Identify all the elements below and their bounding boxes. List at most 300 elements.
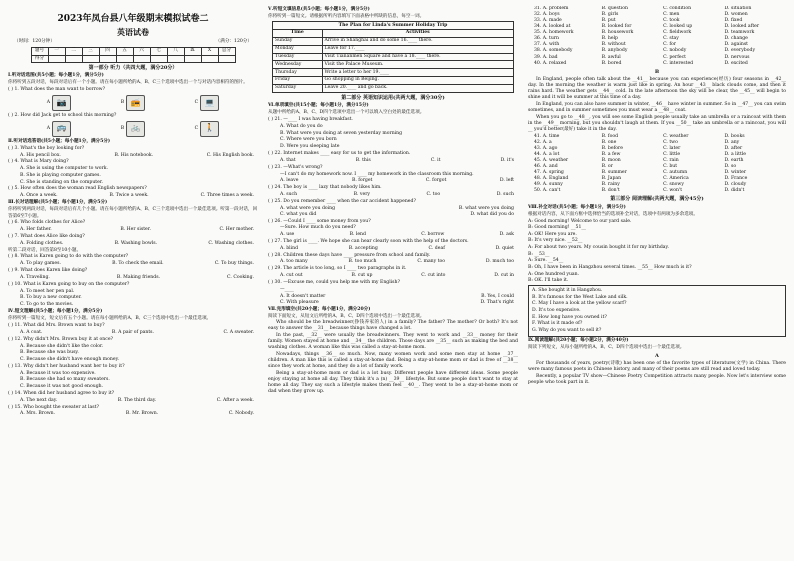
column-right — [528, 6, 786, 555]
cloze-b-heading: B — [654, 68, 660, 75]
cloze-option[interactable]: B. put — [601, 18, 616, 24]
q28-c[interactable]: C. many too — [417, 259, 446, 265]
score-header-cell: 七 — [150, 48, 167, 55]
q1-option-c[interactable]: C 💻 — [195, 95, 220, 111]
dialogue-line: B: OK. I'll take it. — [528, 278, 569, 284]
passage-b-option[interactable]: B. or — [601, 163, 613, 169]
passage-b-option[interactable]: D. winter — [724, 169, 747, 175]
passage-b-option[interactable]: D. a little — [724, 151, 746, 157]
q2-option-c[interactable]: C 🚶 — [195, 121, 220, 137]
question-21: ( ) 21. —____ I was having breakfast. — [268, 117, 353, 123]
passage-b-option[interactable]: 46. A. and — [534, 163, 558, 169]
dialogue-choice[interactable]: C. May I have a look at the yellow scarf? — [532, 301, 627, 307]
reading-a-heading: A — [655, 352, 659, 359]
section5-note: 你将听到一篇短文。请根据所听内容填写下面表格中所缺的信息，每空一词。 — [268, 14, 425, 20]
plan-activity: Visit Tiananmen Square and have a 18.____ there. — [322, 53, 513, 61]
q9-c[interactable]: C. Cooking. — [227, 275, 254, 281]
plan-day: Tuesday — [273, 53, 323, 61]
question-13: ( ) 13. Why didn't her husband want her to buy it? — [8, 363, 125, 369]
question-30: ( ) 30. —Excuse me, could you help me with my English? — [268, 280, 400, 286]
cloze-option[interactable]: B. question — [601, 6, 628, 11]
plan-day: Thursday — [273, 69, 323, 77]
question-14: ( ) 14. When did her husband agree to buy it? — [8, 390, 115, 396]
question-11: ( ) 11. What did Mrs. Brown want to buy? — [8, 323, 105, 329]
column-middle — [268, 6, 518, 555]
cloze-option[interactable]: D. excited — [724, 60, 748, 66]
question-15: ( ) 15. Who bought the sweater at last? — [8, 404, 99, 410]
passage-b-option[interactable]: 45. A. weather — [534, 157, 569, 163]
cloze-option[interactable]: D. nervous — [724, 54, 750, 60]
q14-b[interactable]: B. The third day. — [117, 397, 157, 403]
passage-b-option[interactable]: B. a few — [601, 151, 621, 157]
passage-b-option[interactable]: D. didn't — [724, 188, 745, 194]
plan-day: Sunday — [273, 37, 323, 45]
exam-title: 2023年凤台县八年级期末模拟试卷二 — [57, 14, 209, 24]
dialogue-line: B: Good morning! __51__ — [528, 225, 586, 231]
plan-day: Monday — [273, 45, 323, 53]
walking-icon: 🚶 — [200, 121, 219, 137]
passage-b-option[interactable]: B. summer — [601, 169, 627, 175]
section3-heading: Ⅲ.长对话理解(共5小题；每小题1分，满分5分) — [8, 200, 108, 206]
plan-activity: Write a letter to her 19.____ — [322, 69, 513, 77]
q30-a[interactable]: A. It doesn't matter — [280, 293, 326, 299]
dialogue-choice[interactable]: B. It's famous for the West Lake and silk. — [532, 294, 628, 300]
passage-b-option[interactable]: 43. A. ago — [534, 145, 558, 151]
cloze-paragraph-3: Nowadays, things __36__ so much. Now, many women work and some men stay at home __37__ children. A man like this is called a stay-at-home dad. Being a stay-at-home mom or dad is free of __38__ since they work at home, and they do a lot of family work. — [268, 351, 518, 370]
passage-b-option[interactable]: B. before — [601, 145, 623, 151]
passage-b-option[interactable]: 44. A. a lot — [534, 151, 560, 157]
q11-a[interactable]: A. A coat. — [20, 329, 43, 335]
question-23: ( ) 23. —What's wrong? — [268, 164, 323, 170]
q9-a[interactable]: A. Traveling. — [20, 275, 50, 281]
dialogue-choice[interactable]: G. Why do you want to sell it? — [532, 328, 602, 333]
q24-b[interactable]: B. very — [353, 191, 371, 197]
q9-options — [8, 275, 258, 281]
q21-a[interactable]: A. What do you do — [280, 124, 323, 130]
q30-c[interactable]: C. With pleasure — [280, 299, 319, 305]
q26-a[interactable]: A. use — [280, 232, 295, 238]
q30-d[interactable]: D. That's right — [480, 299, 514, 305]
q14-options — [8, 398, 258, 404]
q5-c[interactable]: C. Three times a week. — [200, 193, 254, 199]
q13-a[interactable]: A. Because it was too expensive. — [20, 370, 96, 376]
cloze-option[interactable]: 32. A. boys — [534, 12, 560, 18]
q24-a[interactable]: A. such — [280, 191, 298, 197]
q26-c[interactable]: C. borrow — [421, 232, 445, 238]
cloze-option[interactable]: D. fixed — [724, 18, 743, 24]
plan-day: Wednesday — [273, 61, 323, 69]
passage-b-option[interactable]: C. weather — [663, 133, 689, 139]
dialogue-choice[interactable]: E. How long have you owned it? — [532, 314, 607, 320]
q12-b[interactable]: B. Because she was busy. — [20, 350, 79, 356]
dialogue-line: A: Sure. __54__ — [528, 258, 564, 264]
section3b-note: 听第二段对话，回答第8至10小题。 — [8, 247, 82, 253]
cloze-option[interactable]: 33. A. made — [534, 18, 562, 24]
cloze-option[interactable]: C. fieldwork — [663, 30, 692, 36]
passage-b-option[interactable]: D. France — [724, 176, 748, 181]
q7-b[interactable]: B. Washing bowls. — [114, 240, 158, 246]
question-27: ( ) 27. The girl is ____. We hope she can hear clearly soon with the help of the doctors. — [268, 238, 469, 244]
plan-activity: Leave for 17.____ — [322, 45, 513, 53]
question-4: ( ) 4. What is Mary doing? — [8, 159, 69, 165]
cloze-option[interactable]: C. condition — [663, 6, 692, 11]
dialogue-line: B: Oh, I have been in Hangzhou several times. __55__ How much is it? — [528, 265, 692, 271]
passage-b-option[interactable]: 41. A. time — [534, 133, 560, 139]
passage-b-option[interactable]: C. rain — [663, 157, 679, 163]
q9-b[interactable]: B. Making friends. — [116, 275, 161, 281]
q4-b[interactable]: B. She is playing computer games. — [20, 172, 101, 178]
section7-heading: Ⅶ.完形填空(共20小题；每小题1分，满分20分) — [268, 306, 371, 312]
q10-a[interactable]: A. To meet her pen pal. — [20, 288, 75, 294]
q7-a[interactable]: A. Folding clothes. — [20, 240, 64, 246]
score-header-cell: 题号 — [31, 48, 48, 55]
passage-b-option[interactable]: C. won't — [663, 188, 683, 194]
exam-full-score: （满分：120分） — [215, 39, 252, 45]
cloze-option[interactable]: C. for — [663, 42, 676, 48]
q8-options — [8, 261, 258, 267]
score-value-row — [31, 55, 235, 62]
q14-a[interactable]: A. The next day. — [20, 397, 58, 403]
cloze-option[interactable]: C. nobody — [663, 48, 687, 54]
q11-c[interactable]: C. A sweater. — [223, 329, 254, 335]
cloze-option[interactable]: 31. A. problem — [534, 6, 569, 11]
section9-heading: Ⅸ.阅读理解(共20小题；每小题2分，满分40分) — [528, 337, 629, 343]
q25-options-cd — [268, 212, 518, 218]
q22-b[interactable]: B. this — [355, 157, 371, 163]
q10-b[interactable]: B. To buy a new computer. — [20, 295, 82, 301]
q29-d[interactable]: D. cut in — [494, 273, 514, 279]
q3-c[interactable]: C. His English book. — [206, 152, 254, 158]
q7-options — [8, 241, 258, 247]
q27-a[interactable]: A. blind — [280, 245, 299, 251]
score-header-cell: Ⅸ — [184, 48, 201, 55]
q14-c[interactable]: C. After a week. — [216, 397, 254, 403]
section2-heading: Ⅱ.听对话选答语(共5小题；每小题1分，满分5分) — [8, 138, 111, 144]
cloze-option[interactable]: 39. A. bad — [534, 54, 558, 60]
q26-b[interactable]: B. lend — [349, 232, 366, 238]
passage-b-option[interactable]: C. but — [663, 163, 678, 169]
q29-a[interactable]: A. cut out — [280, 273, 303, 279]
cloze-option[interactable]: B. girls — [601, 12, 619, 18]
q13-b[interactable]: B. Because she had so many sweaters. — [20, 377, 110, 383]
question-25: ( ) 25. Do you remember ____ when the car accident happened? — [268, 198, 416, 204]
passage-b-option[interactable]: 50. A. can't — [534, 188, 561, 194]
score-header-cell: Ⅹ — [201, 48, 218, 55]
score-header-cell: 二 — [65, 48, 82, 55]
question-23-b: —I can't do my homework now. I ____ my homework in the classroom this morning. — [280, 171, 474, 177]
score-header-cell: 一 — [48, 48, 65, 55]
cloze-option[interactable]: B. looked for — [601, 24, 632, 30]
q27-c[interactable]: C. deaf — [428, 245, 445, 251]
part2-heading: 第二部分 英语知识运用(共两大题，满分30分) — [341, 94, 445, 101]
question-24: ( ) 24. The boy is ____ lazy that nobody likes him. — [268, 185, 382, 191]
passage-b-paragraph-3: When you go to __48__, you will see some English people usually take an umbrella or a raincoat with them in the __49__ morning, but you shouldn't laugh at them. If you __50__ take an umbrella or a raincoat, you will __ you'd better(最好) take it in the day. — [528, 114, 786, 132]
cloze-option[interactable]: B. anybody — [601, 48, 628, 54]
section1-heading: Ⅰ.听对话选图(共5小题；每小题1分，满分5分) — [8, 73, 104, 79]
cloze-option[interactable]: B. housework — [601, 30, 634, 36]
q3-a[interactable]: A. His pencil box. — [20, 152, 61, 158]
cloze-option[interactable]: B. bored — [601, 60, 622, 66]
passage-b-option[interactable]: C. snowy — [663, 182, 684, 188]
section8-heading: Ⅷ.补全对话(共5小题；每小题1分，满分5分) — [528, 204, 626, 210]
dialogue-choice[interactable]: D. It's too expensive. — [532, 308, 581, 314]
q15-b[interactable]: B. Mr. Brown. — [125, 411, 159, 417]
radio-icon: 📻 — [126, 95, 145, 111]
plan-row — [273, 84, 514, 92]
q28-a[interactable]: A. too many — [280, 259, 308, 265]
passage-b-option[interactable]: B. rainy — [601, 182, 620, 188]
q25-c[interactable]: C. what you did — [280, 211, 317, 217]
question-9: ( ) 9. What does Karen like doing? — [8, 268, 88, 274]
q8-b[interactable]: B. To check the email. — [112, 261, 164, 267]
passage-b-option[interactable]: D. after — [724, 145, 743, 151]
passage-b-options-list — [528, 134, 786, 195]
cloze-option[interactable]: B. help — [601, 36, 618, 42]
q1-option-a[interactable]: A 📷 — [47, 95, 71, 111]
q23-a[interactable]: A. leave — [280, 178, 299, 184]
passage-b-option[interactable]: B. moon — [601, 157, 621, 163]
score-header-cell: 三 — [82, 48, 99, 55]
question-29: ( ) 29. The article is too long, so I ____ two paragraphs in it. — [268, 266, 407, 272]
question-5: ( ) 5. How often does the woman read English newspapers? — [8, 186, 147, 192]
plan-activity: Go shopping in Beijing. — [322, 77, 513, 85]
q27-d[interactable]: D. quiet — [495, 245, 514, 251]
q15-a[interactable]: A. Mrs. Brown. — [20, 411, 56, 417]
score-input-cell[interactable] — [133, 55, 150, 62]
dialogue-line: B: It's very nice. __52__ — [528, 238, 583, 244]
cloze-option[interactable]: B. without — [601, 42, 626, 48]
q4-c[interactable]: C. She is standing on the computer. — [20, 179, 103, 185]
dialogue-choice[interactable]: A. She bought it in Hangzhou. — [532, 288, 603, 294]
cloze-option[interactable]: C. stay — [663, 36, 679, 42]
q22-a[interactable]: A. that — [280, 157, 296, 163]
cloze-option[interactable]: B. awful — [601, 54, 621, 60]
q8-a[interactable]: A. To play games. — [20, 261, 61, 267]
score-input-cell[interactable] — [82, 55, 99, 62]
question-22: ( ) 22. Internet makes ____ easy for us to get the information. — [268, 150, 411, 156]
q30-options-cd — [268, 300, 518, 306]
q15-c[interactable]: C. Nobody. — [228, 411, 254, 417]
q8-c[interactable]: C. To buy things. — [214, 261, 254, 267]
q11-options — [8, 330, 258, 336]
q25-d[interactable]: D. what did you do — [470, 211, 514, 217]
cloze-option[interactable]: D. situation — [724, 6, 752, 11]
plan-day: Friday — [273, 77, 323, 85]
q27-options — [268, 246, 518, 252]
score-input-cell[interactable] — [167, 55, 184, 62]
dialogue — [528, 219, 786, 285]
q29-b[interactable]: B. cut up — [351, 273, 373, 279]
q1-option-b[interactable]: B 📻 — [121, 95, 145, 111]
q5-options — [8, 193, 258, 199]
q23-d[interactable]: D. left — [499, 178, 514, 184]
passage-b-option[interactable]: C. later — [663, 145, 681, 151]
cloze-option[interactable]: 40. A. relaxed — [534, 60, 567, 66]
q24-c[interactable]: C. too — [426, 191, 441, 197]
q23-options — [268, 178, 518, 184]
dialogue-line: A: One hundred yuan. — [528, 271, 580, 277]
cloze-option[interactable]: C. interested — [663, 60, 694, 66]
question-28: ( ) 28. Children these days have ____ pressure from school and family. — [268, 252, 431, 258]
cloze-options-list — [528, 6, 786, 67]
cloze-option[interactable]: 38. A. somebody — [534, 48, 573, 54]
q27-b[interactable]: B. accepting — [348, 245, 378, 251]
score-header-cell: 四 — [99, 48, 116, 55]
passage-b-option[interactable]: D. cloudy — [724, 182, 747, 188]
plan-row — [273, 53, 514, 61]
q1-pictures — [8, 94, 258, 112]
cloze-paragraph-4: Being a stay-at-home mom or dad is a lot busy. Different people have different ideas. Some people enjoy staying at home all day. They think it's a (n) __39__ lifestyle. But some people don't want to stay at home all day. They say such a lifestyle makes them feel __40__. They went to be a stay-at-home mom or dad when they grow up. — [268, 370, 518, 394]
q28-d[interactable]: D. much too — [485, 259, 514, 265]
q21-b[interactable]: B. What were you doing at seven yesterday morning — [280, 130, 403, 136]
q22-d[interactable]: D. it's — [500, 157, 514, 163]
q28-b[interactable]: B. too much — [348, 259, 377, 265]
passage-b-paragraph-2: In England, you can also have summer in winter, __46__ have winter in summer. So in __47__ you can swim sometimes, and in summer sometimes you must wear a __48__ coat. — [528, 102, 786, 114]
cloze-option[interactable]: 36. A. turn — [534, 36, 559, 42]
question-26-b: —Sure. How much do you need? — [280, 225, 356, 231]
cloze-option[interactable]: D. everybody — [724, 48, 756, 54]
q13-c[interactable]: C. Because it was not good enough. — [20, 383, 104, 389]
q6-b[interactable]: B. Her sister. — [120, 227, 151, 233]
column-left — [8, 6, 258, 555]
q5-b[interactable]: B. Twice a week. — [109, 193, 149, 199]
section9-note: 阅读下列短文，从每小题所给的A、B、C、D四个选项中选出一个最佳选项。 — [528, 344, 685, 350]
score-input-cell[interactable] — [201, 55, 218, 62]
question-7: ( ) 7. What does Alice like doing? — [8, 234, 85, 240]
score-input-cell[interactable] — [116, 55, 133, 62]
q23-b[interactable]: B. forget — [351, 178, 373, 184]
q12-a[interactable]: A. Because she didn't like the color. — [20, 343, 104, 349]
part3-heading: 第三部分 阅读理解(共两大题，满分45分) — [610, 196, 704, 203]
q4-a[interactable]: A. She is using the computer to work. — [20, 166, 108, 172]
cloze-option[interactable]: 34. A. looked at — [534, 24, 571, 30]
q2-option-b[interactable]: B 🚲 — [121, 121, 145, 137]
q21-c[interactable]: C. Where were you born — [280, 137, 337, 143]
q6-options — [8, 227, 258, 233]
cloze-option[interactable]: C. men — [663, 12, 680, 18]
dialogue-line: A: Good morning! Welcome to our yard sale. — [528, 218, 632, 224]
question-30-b: —____ — [280, 286, 294, 292]
passage-b-option[interactable]: C. autumn — [663, 169, 688, 175]
section8-note: 根据对话内容，从下面方框中选择恰当的选项补全对话，选项中有两项为多余选项。 — [528, 211, 698, 217]
passage-b-option[interactable]: 47. A. spring — [534, 169, 564, 175]
q10-c[interactable]: C. To go to the movies. — [20, 302, 74, 308]
score-input-cell[interactable] — [218, 55, 235, 62]
cloze-option[interactable]: 37. A. with — [534, 42, 560, 48]
plan-head-time: Time — [273, 29, 323, 37]
cloze-option[interactable]: C. perfect — [663, 54, 687, 60]
q24-d[interactable]: D. such — [496, 191, 514, 197]
passage-b-option[interactable]: D. any — [724, 139, 740, 145]
q6-a[interactable]: A. Her father. — [20, 227, 52, 233]
plan-row — [273, 77, 514, 85]
plan-row — [273, 37, 514, 45]
q11-b[interactable]: B. A pair of pants. — [111, 329, 154, 335]
passage-b-option[interactable]: C. two — [663, 139, 678, 145]
passage-b-option[interactable]: D. books — [724, 133, 745, 139]
passage-b-row — [528, 188, 786, 194]
passage-b-option[interactable]: 49. A. sunny — [534, 182, 563, 188]
score-input-cell[interactable] — [48, 55, 65, 62]
q30-b[interactable]: B. Yes, I could — [481, 293, 514, 299]
q26-d[interactable]: D. ask — [499, 232, 514, 238]
plan-activity: Visit the Palace Museum. — [322, 61, 513, 69]
q3-b[interactable]: B. His notebook. — [114, 152, 154, 158]
computer-icon: 💻 — [200, 95, 219, 111]
q29-c[interactable]: C. cut into — [421, 273, 446, 279]
plan-activity: Arrive in Shanghai and do some 16.____ there. — [322, 37, 513, 45]
q25-b[interactable]: B. what were you doing — [458, 205, 514, 211]
q21-d[interactable]: D. Were you sleeping late — [280, 144, 340, 150]
passage-b-option[interactable]: C. America — [663, 176, 689, 181]
exam-time: （时间：120分钟） — [14, 39, 55, 45]
score-input-cell[interactable] — [65, 55, 82, 62]
score-input-cell[interactable] — [184, 55, 201, 62]
passage-b-option[interactable]: 48. A. England — [534, 176, 569, 181]
dialogue-line: A: For about two years. My cousin bought it for my birthday. — [528, 245, 669, 251]
cloze-option[interactable]: D. teamwork — [724, 30, 755, 36]
section4-note: 你将听到一篇短文，短文后有五个小题。请在每小题所给的A、B、C三个选项中选出一个最佳选项。 — [8, 316, 212, 322]
passage-b-option[interactable]: D. earth — [724, 157, 744, 163]
holiday-plan-table — [272, 21, 514, 93]
q15-options — [8, 411, 258, 417]
q5-a[interactable]: A. Once a week. — [20, 193, 58, 199]
q7-c[interactable]: C. Washing clothes. — [208, 240, 254, 246]
section7-note: 阅读下面短文，从短文后所给的A、B、C、D四个选项中选出一个最佳选项。 — [268, 313, 425, 319]
plan-activity: Leave 20.____ and go back. — [322, 84, 513, 92]
score-input-cell[interactable] — [99, 55, 116, 62]
plan-title: The Plan for Linda's Summer Holiday Trip — [273, 22, 514, 30]
q23-c[interactable]: C. forgot — [425, 178, 447, 184]
cloze-option[interactable]: 35. A. homework — [534, 30, 574, 36]
cloze-option[interactable]: D. against — [724, 42, 749, 48]
question-8: ( ) 8. What is Karen going to do with the computer? — [8, 254, 129, 260]
passage-b-option[interactable]: B. don't — [601, 188, 620, 194]
q26-options — [268, 232, 518, 238]
cloze-option[interactable]: D. women — [724, 12, 748, 18]
score-input-cell[interactable] — [150, 55, 167, 62]
passage-b-option[interactable]: B. Japan — [601, 176, 622, 181]
passage-b-option[interactable]: C. little — [663, 151, 681, 157]
dialogue-choice[interactable]: F. What is it made of? — [532, 321, 583, 327]
cloze-option[interactable]: C. looked up — [663, 24, 693, 30]
q25-a[interactable]: A. what were you doing — [280, 205, 336, 211]
plan-row — [273, 61, 514, 69]
passage-b-paragraph-1: In England, people often talk about the __41__ because you can experience(经历) four seasons in __42__ day. In the morning the weather is warm just like in spring. An hour __43__ black clouds come, and then it rains hard. The weather gets __44__ cold. In the late afternoon the sky will be clear, the __45__ will begin to shine and it will be summer at this time of a day. — [528, 77, 786, 101]
score-header-cell: 总分 — [218, 48, 235, 55]
q12-c[interactable]: C. Because she didn't have enough money. — [20, 356, 120, 362]
question-12: ( ) 12. Why didn't Mrs. Brown buy it at once? — [8, 336, 114, 342]
cloze-option[interactable]: D. looked after — [724, 24, 760, 30]
passage-b-option[interactable]: B. one — [601, 139, 617, 145]
passage-b-option[interactable]: B. food — [601, 133, 619, 139]
question-2: ( ) 2. How did Jack get to school this morning? — [8, 112, 117, 118]
q6-c[interactable]: C. Her mother. — [219, 227, 254, 233]
cloze-option[interactable]: C. took — [663, 18, 680, 24]
passage-b-option[interactable]: 42. A. a — [534, 139, 552, 145]
cloze-paragraph-2: In the past, __32__ were usually the breadwinners. They went to work and __33__ money for their family. Women stayed at home and __34__ the children. Those days are __35__ such as making the bed and washing clothes. A woman like this was called a stay-at-home mom. — [268, 333, 518, 351]
reading-a-paragraph-2: Recently, a popular TV show—Chinese Poetry Competition attracts many people. Now let's interview some people who took part in it. — [528, 374, 786, 386]
cloze-option[interactable]: D. change — [724, 36, 748, 42]
section1-note: 你将听到五段对话，每段对话后有一个小题。请在每小题所给的A、B、C三个选项中选出一个与对话内容相符的图片。 — [8, 80, 248, 86]
score-header-cell: 八 — [167, 48, 184, 55]
q22-c[interactable]: C. it — [430, 157, 441, 163]
score-header-cell: 六 — [133, 48, 150, 55]
passage-b-option[interactable]: D. so — [724, 163, 737, 169]
dialogue-choices-box — [528, 285, 786, 336]
exam-subtitle: 英语试卷 — [117, 26, 149, 37]
q2-option-a[interactable]: A 🚌 — [47, 121, 71, 137]
